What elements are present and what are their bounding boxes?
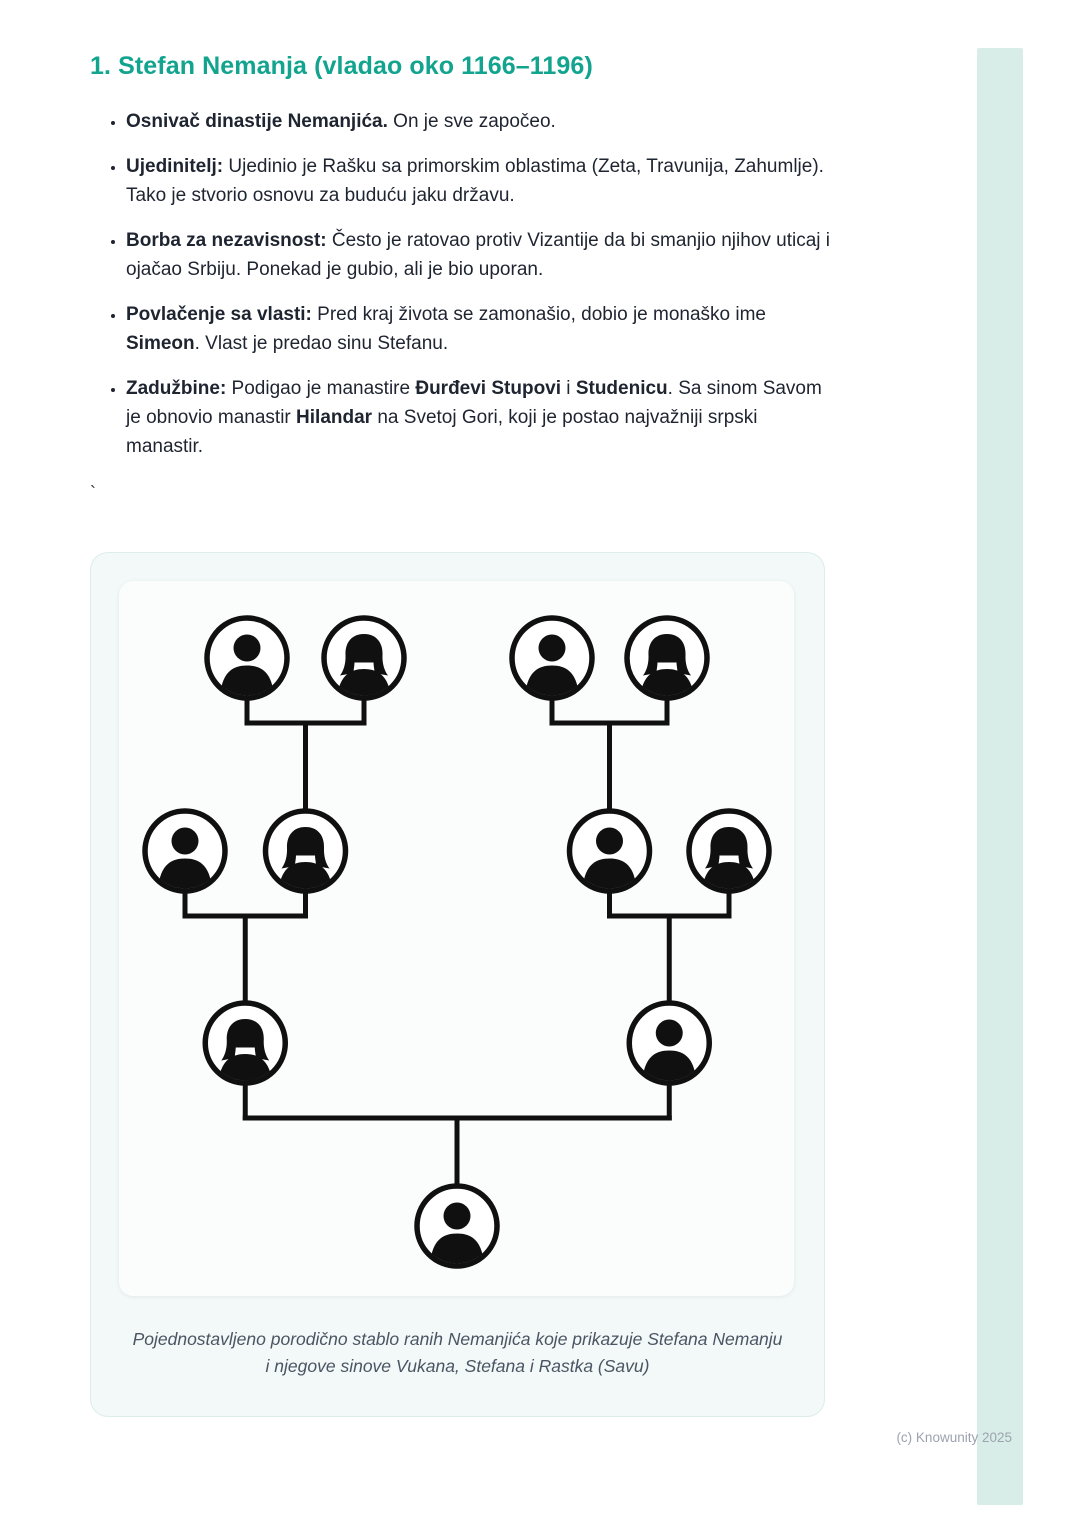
- male-person-icon: [207, 618, 287, 702]
- male-person-icon: [512, 618, 592, 702]
- bullet-list: [90, 107, 832, 461]
- page-title: 1. Stefan Nemanja (vladao oko 1166–1196): [90, 52, 593, 80]
- female-person-icon: [689, 811, 769, 897]
- figure-caption: Pojednostavljeno porodično stablo ranih Nemanjića koje prikazuje Stefana Nemanju i njegove sinove Vukana, Stefana i Rastka (Savu): [132, 1329, 783, 1377]
- copyright-watermark: (c) Knowunity 2025: [896, 1430, 1012, 1445]
- female-person-icon: [324, 618, 404, 704]
- side-accent-stripe: [977, 48, 1023, 1505]
- female-person-icon: [266, 811, 346, 897]
- family-tree-panel: [119, 581, 794, 1296]
- bullet-item: • Borba za nezavisnost: Često je ratovao protiv Vizantije da bi smanjio njihov uticaj i ojačao Srbiju. Ponekad je gubio, ali je bio uporan.: [126, 226, 832, 284]
- female-person-icon: [205, 1003, 285, 1089]
- bullet-item: • Ujedinitelj: Ujedinio je Rašku sa primorskim oblastima (Zeta, Travunija, Zahumlje). Tako je stvorio osnovu za buduću jaku državu.: [126, 152, 832, 210]
- male-person-icon: [145, 811, 225, 895]
- tree-connector-lines: [185, 698, 729, 1188]
- male-person-icon: [570, 811, 650, 895]
- bullet-item: • Povlačenje sa vlasti: Pred kraj života se zamonašio, dobio je monaško ime Simeon. Vlast je predao sinu Stefanu.: [126, 300, 832, 358]
- figure-card: [90, 552, 825, 1417]
- bullet-item: • Zadužbine: Podigao je manastire Đurđevi Stupovi i Studenicu. Sa sinom Savom je obnovio manastir Hilandar na Svetoj Gori, koji je postao najvažniji srpski manastir.: [126, 374, 832, 461]
- stray-character: `: [90, 483, 96, 503]
- male-person-icon: [417, 1186, 497, 1270]
- male-person-icon: [629, 1003, 709, 1087]
- family-tree-diagram: [119, 581, 794, 1296]
- female-person-icon: [627, 618, 707, 704]
- bullet-item: • Osnivač dinastije Nemanjića. On je sve započeo.: [126, 107, 832, 136]
